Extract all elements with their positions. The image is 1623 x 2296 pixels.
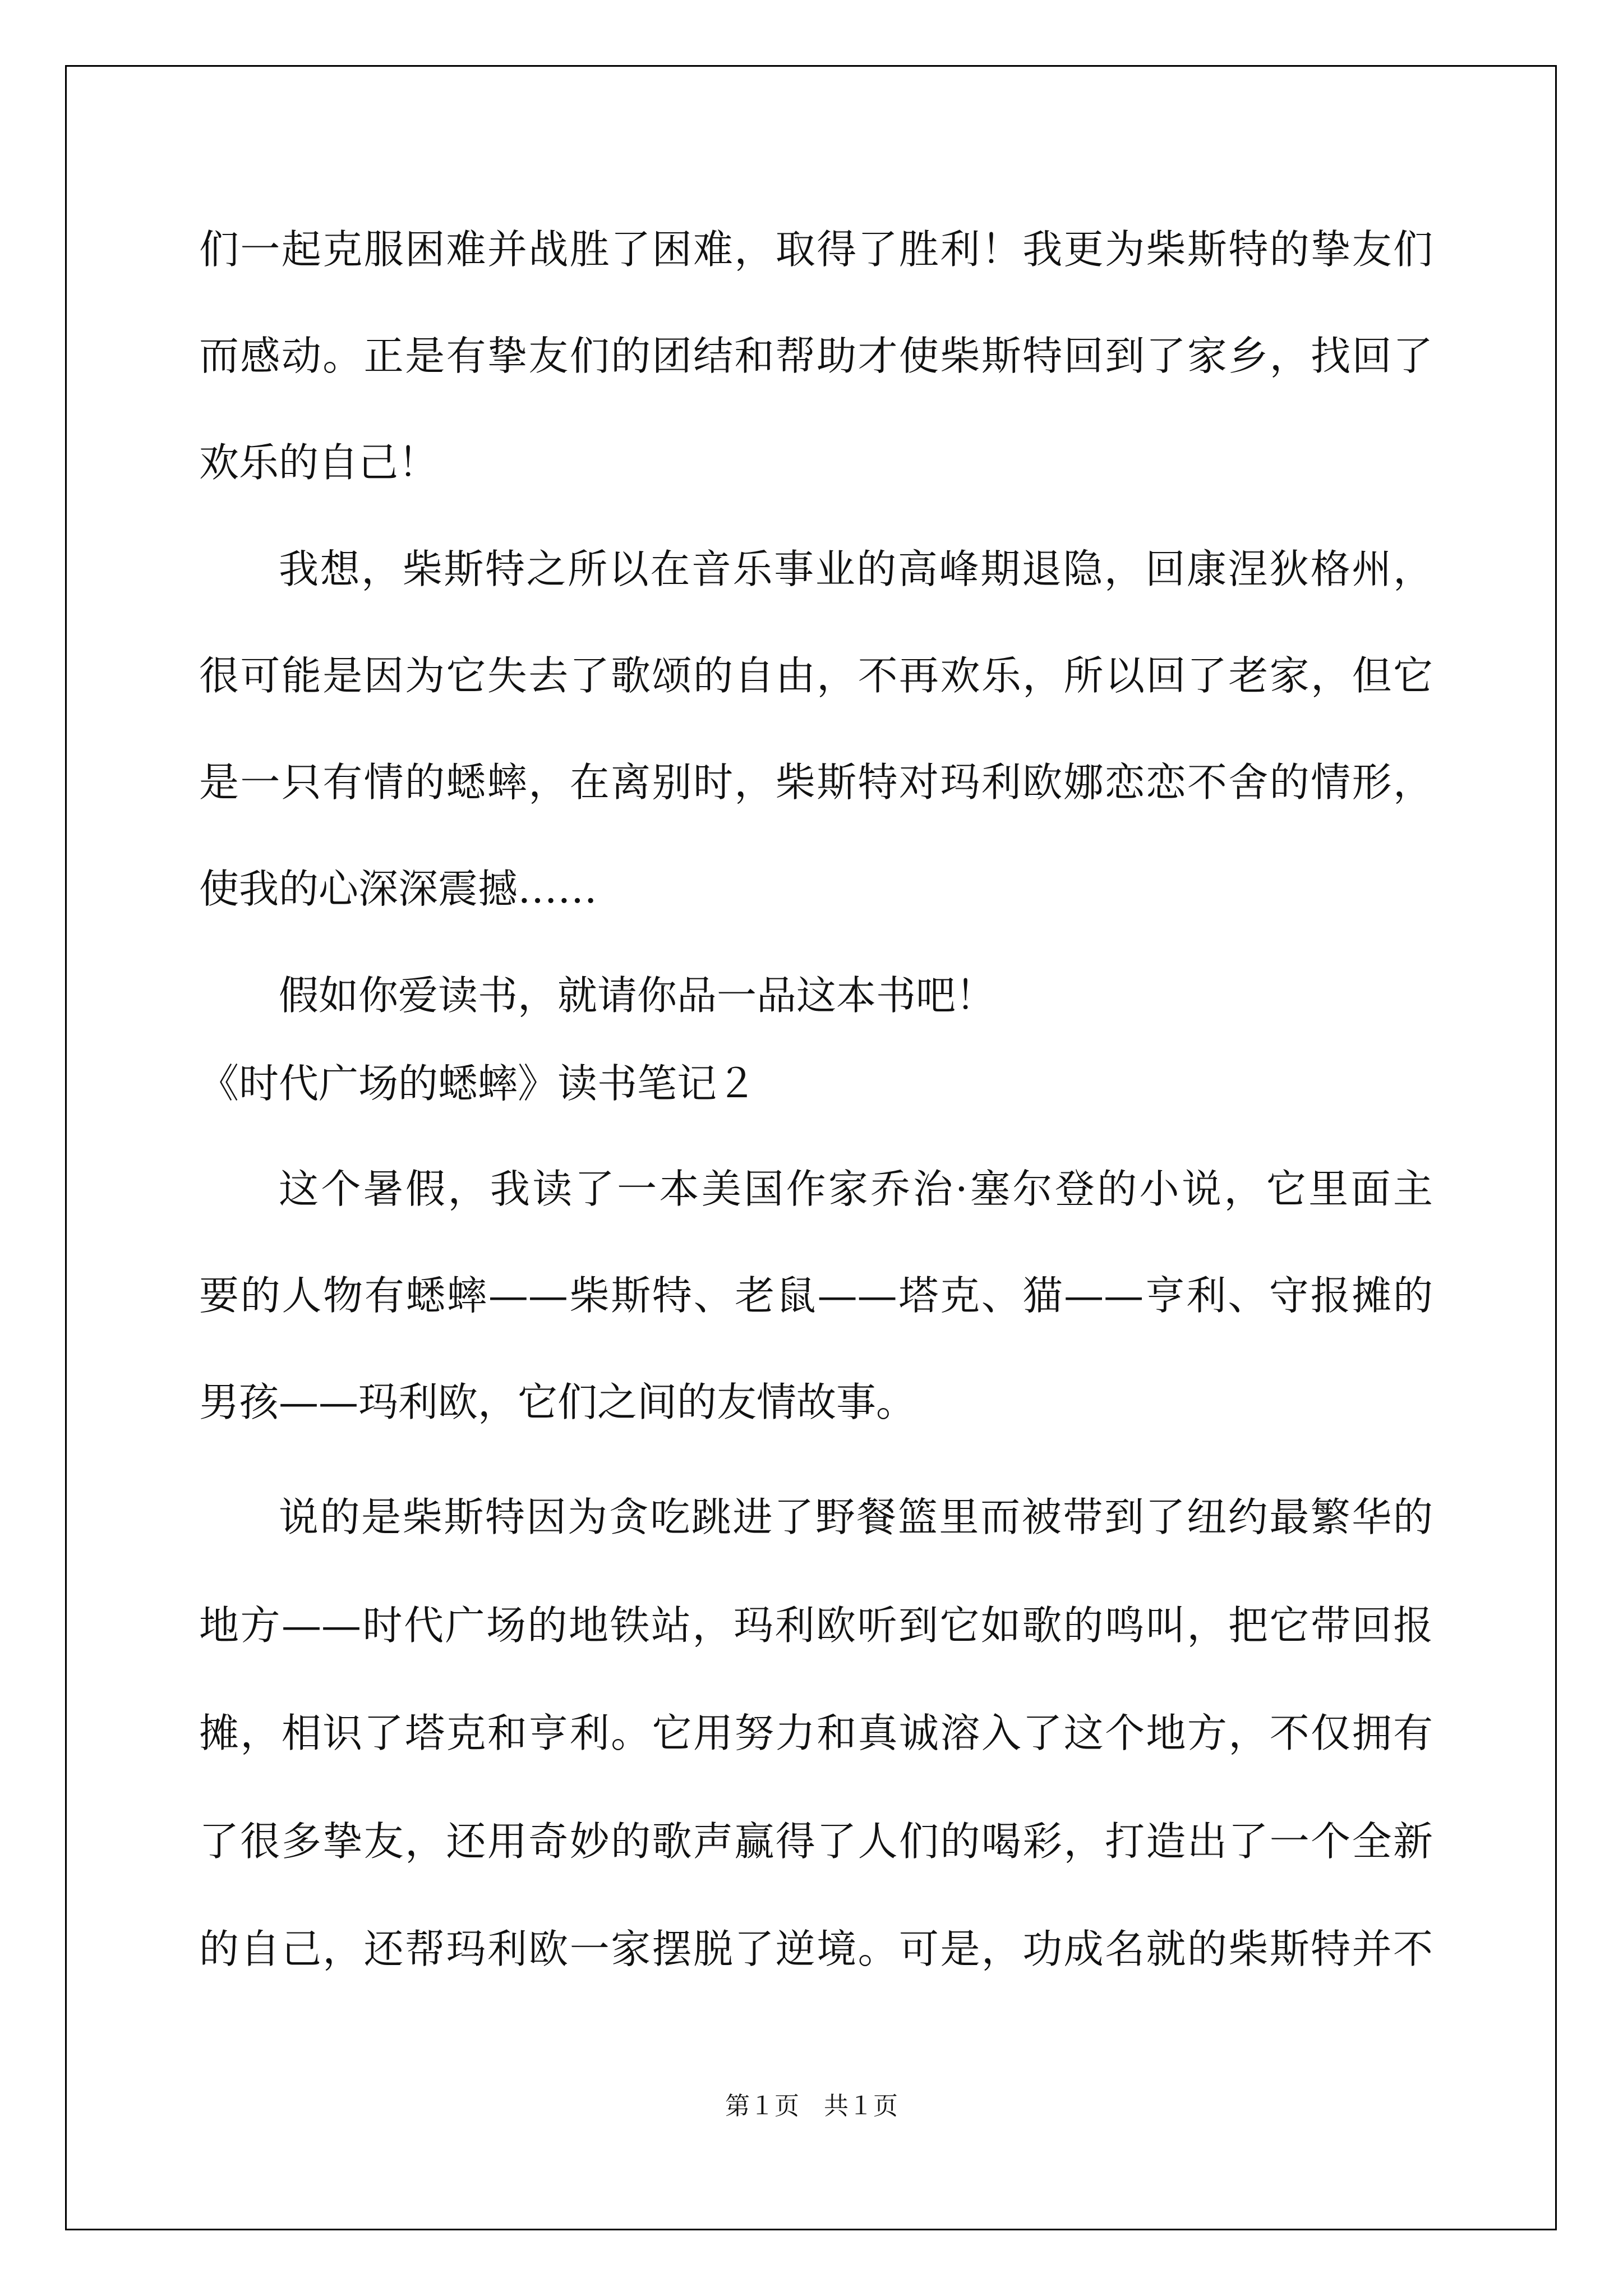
body-line: 使我的心深深震撼……: [199, 866, 598, 912]
body-line: 的自己，还帮玛利欧一家摆脱了逆境。可是，功成名就的柴斯特并不: [199, 1926, 1433, 1972]
body-line: 要的人物有蟋蟀——柴斯特、老鼠——塔克、猫——亨利、守报摊的: [199, 1272, 1433, 1319]
body-line: 欢乐的自己！: [199, 439, 439, 486]
body-line: 说的是柴斯特因为贪吃跳进了野餐篮里而被带到了纽约最繁华的: [279, 1494, 1433, 1540]
body-line: 们一起克服困难并战胜了困难，取得了胜利！我更为柴斯特的挚友们: [199, 226, 1433, 273]
page-frame: [65, 65, 1557, 2230]
body-line: 而感动。正是有挚友们的团结和帮助才使柴斯特回到了家乡，找回了: [199, 333, 1433, 379]
body-line: 是一只有情的蟋蟀，在离别时，柴斯特对玛利欧娜恋恋不舍的情形，: [199, 759, 1433, 806]
page-footer: 第１页 共１页: [725, 2092, 898, 2120]
body-line: 这个暑假，我读了一本美国作家乔治·塞尔登的小说，它里面主: [279, 1166, 1433, 1212]
body-line: 摊，相识了塔克和亨利。它用努力和真诚溶入了这个地方，不仅拥有: [199, 1710, 1433, 1756]
section-heading: 《时代广场的蟋蟀》读书笔记２: [199, 1060, 757, 1107]
body-line: 我想，柴斯特之所以在音乐事业的高峰期退隐，回康涅狄格州，: [279, 546, 1433, 592]
body-line: 了很多挚友，还用奇妙的歌声赢得了人们的喝彩，打造出了一个全新: [199, 1818, 1433, 1865]
body-line: 假如你爱读书，就请你品一品这本书吧！: [279, 972, 996, 1019]
body-line: 很可能是因为它失去了歌颂的自由，不再欢乐，所以回了老家，但它: [199, 652, 1433, 699]
body-line: 男孩——玛利欧，它们之间的友情故事。: [199, 1379, 916, 1425]
body-line: 地方——时代广场的地铁站，玛利欧听到它如歌的鸣叫，把它带回报: [199, 1602, 1433, 1649]
